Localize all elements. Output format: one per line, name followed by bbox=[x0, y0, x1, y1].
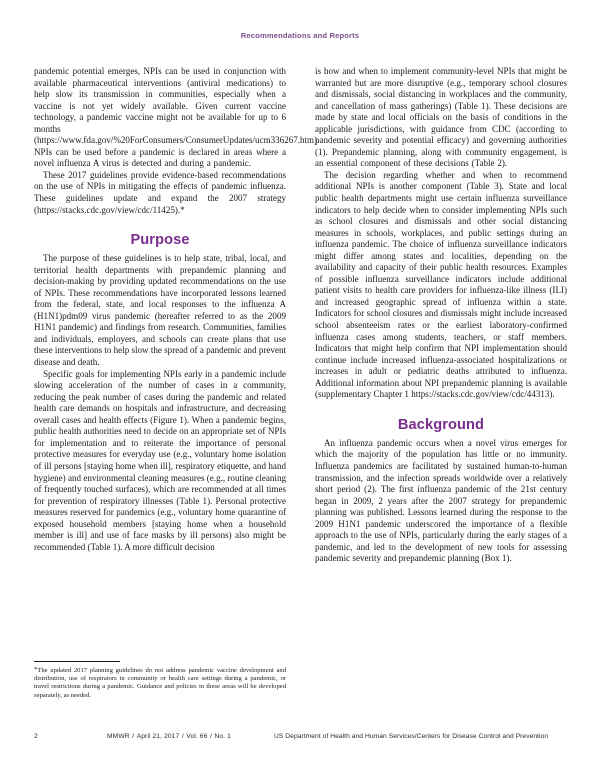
section-heading-background: Background bbox=[397, 416, 485, 433]
footer-citation bbox=[107, 733, 231, 740]
left-column-flow bbox=[34, 66, 320, 657]
paragraph: Specific goals for implementing NPIs early in a pandemic include slowing acceleration of the number of cases in a community, reducing the peak number of cases during the pandemic and related health care demands on hospitals and infrastructure, and decreasing overall cases and health effects (Figure 1). When a pandemic begins, public health authorities need to decide on an appropriate set of NPIs for implementation and to reiterate the importance of personal protective measures for everyday use (e.g., voluntary home isolation of ill persons [staying home when ill], respiratory etiquette, and hand hygiene) and environmental cleaning measures (e.g., routine cleaning of frequently touched surfaces), which are recommended at all times for prevention of respiratory illnesses (Table 1). Personal protective measures reserved for pandemics (e.g., voluntary home quarantine of exposed household members [staying home when a household member is ill] and use of face masks by ill persons) also might be recommended (Table 1). A more difficult decision bbox=[34, 368, 286, 552]
paragraph: is how and when to implement community-level NPIs that might be warranted but are more disruptive (e.g., temporary school closures and dismissals, social distancing in workplaces and the community, and cancellation of mass gatherings) (Table 1). These decisions are made by state and local officials on the basis of conditions in the applicable jurisdictions, with guidance from CDC (according to pandemic severity and potential efficacy) and governing authorities (1). Prepandemic planning, along with community engagement, is an essential component of these decisions (Table 2). bbox=[315, 66, 567, 169]
paragraph: pandemic potential emerges, NPIs can be used in conjunction with available pharmaceutical interventions (antiviral medications) to help slow its transmission in communities, especially when a vaccine is not yet widely available. Given current vaccine technology, a pandemic vaccine might not be available for up to 6 months (https://www.fda.gov/%20ForConsumers/ConsumerUpdates/ucm336267.htm). NPIs can be used before a pandemic is declared in areas where a novel influenza A virus is detected and during a pandemic. bbox=[34, 66, 320, 169]
running-head: Recommendations and Reports bbox=[240, 31, 360, 40]
footnote-rule bbox=[34, 661, 120, 662]
heading-spacer-top bbox=[315, 401, 567, 417]
paragraph: An influenza pandemic occurs when a novel virus emerges for which the majority of the population has little or no immunity. Influenza pandemics are facilitated by sustained human-to-human transmission, and the infection spreads worldwide over a relatively short period (2). The first influenza pandemic of the 21st century began in 2009, 2 years after the 2007 strategy for prepandemic planning was published. Lessons learned during the response to the 2009 H1N1 pandemic underscored the importance of a flexible approach to the use of NPIs, particularly during the early stages of a pandemic, and led to the development of new tools for assessing pandemic severity and prepandemic planning (Box 1). bbox=[315, 437, 567, 564]
footnote-marker: * bbox=[34, 665, 38, 673]
paragraph: The purpose of these guidelines is to help state, tribal, local, and territorial health departments with prepandemic planning and decision-making by providing updated recommendations on the use of NPIs. These recommendations have incorporated lessons learned from the federal, state, and local responses to the influenza A (H1N1)pdm09 virus pandemic (hereafter referred to as the 2009 H1N1 pandemic) and findings from research. Communities, families and individuals, employers, and schools can create plans that use these interventions to help slow the spread of a pandemic and prevent disease and death. bbox=[34, 253, 286, 368]
footer-publication: MMWR bbox=[107, 733, 130, 740]
footer-agency: US Department of Health and Human Services/Centers for Disease Control and Prevention bbox=[274, 733, 549, 740]
footer-date: April 21, 2017 bbox=[136, 733, 180, 740]
paragraph: The decision regarding whether and when to recommend additional NPIs is another component (Table 3). State and local public health departments might use certain influenza surveillance indicators to help decide when to consider implementing NPIs such as school closures and dismissals and other social distancing measures in schools, workplaces, and public settings during an influenza pandemic. The choice of influenza surveillance indicators might differ among states and localities, depending on the availability and capacity of their public health resources. Examples of possible influenza surveillance indicators include additional patient visits to health care providers for influenza-like illness (ILI) and increased geographic spread of influenza within a state. Indicators for school closures and dismissals might include increased school absenteeism rates or the earliest laboratory-confirmed influenza cases among students, teachers, or staff members. Indicators that might help confirm that NPI implementation should continue include increased influenza-associated hospitalizations or increases in adult or pediatric deaths attributed to influenza. Additional information about NPI prepandemic planning is available (supplementary Chapter 1 https://stacks.cdc.gov/view/cdc/44313). bbox=[315, 169, 567, 400]
paragraph: These 2017 guidelines provide evidence-based recommendations on the use of NPIs in mitigating the effects of pandemic influenza. These guidelines update and expand the 2007 strategy (https://stacks.cdc.gov/view/cdc/11425).* bbox=[34, 169, 286, 215]
article-columns bbox=[34, 66, 567, 700]
footnote-block bbox=[34, 657, 286, 700]
left-column bbox=[34, 66, 320, 700]
footer-separator: / bbox=[132, 733, 135, 740]
page-footer bbox=[0, 733, 600, 745]
footer-page-number: 2 bbox=[34, 733, 38, 740]
right-column bbox=[315, 66, 567, 700]
footnote-text bbox=[34, 666, 286, 700]
footnote-body: The updated 2017 planning guidelines do not address pandemic vaccine development and distribution, use of respirators in community or health care settings during a pandemic, or travel restrictions during a pandemic. Guidance and policies in these areas will be developed separately, as needed. bbox=[34, 666, 286, 699]
heading-spacer-top bbox=[34, 216, 286, 232]
section-heading-purpose: Purpose bbox=[130, 232, 190, 249]
footer-separator: / bbox=[209, 733, 212, 740]
footer-separator: / bbox=[181, 733, 184, 740]
footer-volume: Vol. 66 bbox=[186, 733, 208, 740]
footer-issue: No. 1 bbox=[214, 733, 231, 740]
